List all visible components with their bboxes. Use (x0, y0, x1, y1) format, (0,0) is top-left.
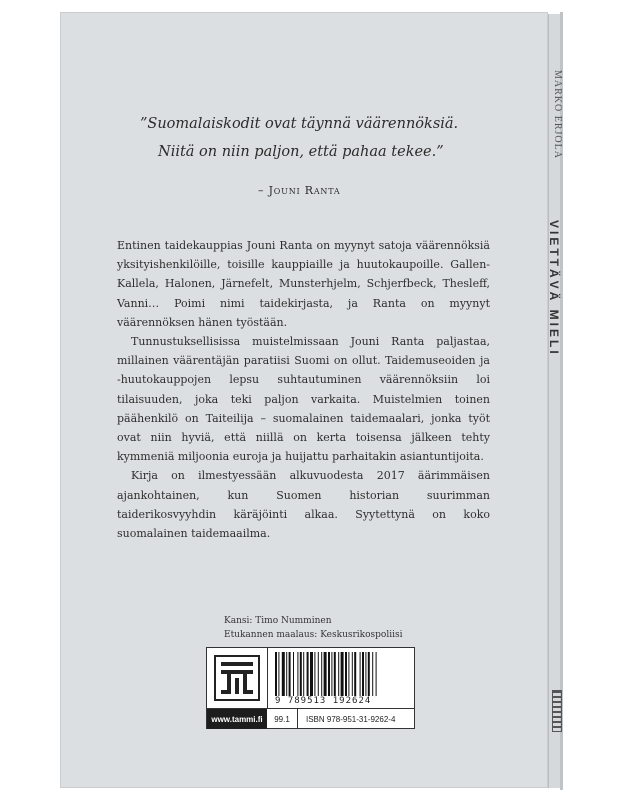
barcode-panel (206, 647, 415, 729)
quote-line-1: ”Suomalaiskodit ovat täynnä väärennöksiä. (140, 116, 459, 132)
description-paragraph: Entinen taidekauppias Jouni Ranta on myynyt satoja väärennöksiä yksityishenkilöille, toisille kauppiaille ja huutokaupoille. Gallen-Kallela, Halonen, Järnefelt, Munsterhjelm, Schjerfbeck, Thesleff, Vanni… Poimi nimi taidekirjasta, ja Ranta on myynyt väärennöksen hänen työstään. (117, 239, 490, 329)
spine-publisher-logo (552, 690, 562, 732)
barcode-icon (273, 652, 409, 696)
spine-author: MARKO ERJOLA (552, 70, 563, 159)
cover-designer-credit: Kansi: Timo Numminen (224, 616, 332, 626)
book-description (117, 236, 490, 543)
isbn-number: ISBN 978-951-31-9262-4 (306, 714, 396, 724)
library-classification: 99.1 (267, 709, 298, 729)
barcode-digits: 9 789513 192624 (275, 696, 372, 706)
quote-attribution: – Jouni Ranta (258, 184, 341, 197)
description-paragraph: Tunnustuksellisissa muistelmissaan Jouni Ranta paljastaa, millainen väärentäjän paratiisi Suomi on ollut. Taidemuseoiden ja -huutokauppojen lepsu suhtautuminen väärennöksiin loi tilaisuuden, joka teki paljon varkaita. Muistelmien toinen päähenkilö on Taiteilija – suomalainen taidemaalari, jonka työt ovat niin hyviä, että niillä on kerta toisensa jälkeen tehty kymmeniä miljoonia euroja ja huijattu parhaitakin asiantuntijoita. (117, 335, 490, 464)
publisher-url: www.tammi.fi (207, 709, 267, 729)
publisher-logo-icon (207, 648, 268, 708)
blurb-quote (140, 110, 480, 166)
publisher-info-row (207, 708, 414, 729)
quote-line-2: Niitä on niin paljon, että pahaa tekee.” (158, 144, 444, 160)
credits (224, 614, 402, 642)
spine-title: VIETTÄVÄ MIELI (547, 220, 561, 357)
description-paragraph: Kirja on ilmestyessään alkuvuodesta 2017 äärimmäisen ajankohtainen, kun Suomen historian suurimman taiderikosvyyhdin käräjöinti alkaa. Syytettynä on koko suomalainen taidemaailma. (117, 469, 490, 541)
cover-painting-credit: Etukannen maalaus: Keskusrikospoliisi (224, 630, 403, 640)
